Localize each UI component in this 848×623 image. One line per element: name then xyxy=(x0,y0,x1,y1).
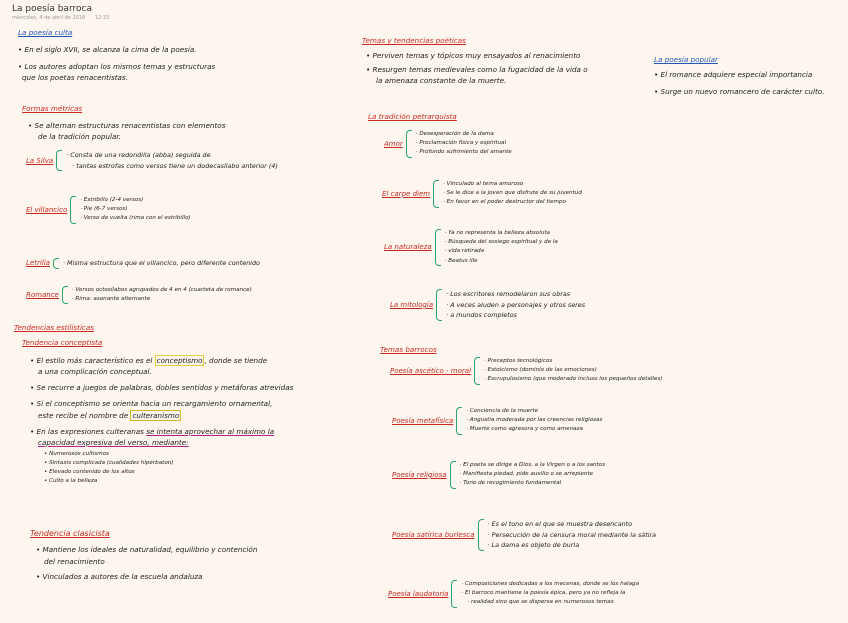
group-villancico xyxy=(26,196,191,224)
brace xyxy=(62,286,68,304)
group-label: La Silva xyxy=(26,156,54,165)
brace xyxy=(56,150,62,171)
brace xyxy=(70,196,76,224)
group-label: Poesía metafísica xyxy=(392,416,454,425)
group-metafisica xyxy=(392,407,602,435)
group-item: · Los escritores remodelaron sus obras xyxy=(446,289,585,300)
heading-tendencias: Tendencias estilísticas xyxy=(14,323,95,332)
group-item: · Beatus ille xyxy=(445,257,558,266)
note-line: que los poetas renacentistas. xyxy=(22,73,128,83)
heading-poesia-culta: La poesía culta xyxy=(18,28,73,37)
group-item: · Misma estructura que el villancico, pero diferente contenido xyxy=(63,258,260,269)
group-items xyxy=(461,580,639,608)
note-line: • El romance adquiere especial importancia xyxy=(654,69,824,80)
group-carpe-diem xyxy=(382,180,582,208)
page-time: 12:33 xyxy=(94,15,110,21)
note-line: • Mantiene los ideales de naturalidad, equilibrio y contención xyxy=(30,544,257,555)
group-items xyxy=(443,180,582,208)
group-item: · Muerte como agresora y como amenaza xyxy=(466,425,602,434)
group-items xyxy=(460,461,606,489)
section-temas-tendencias xyxy=(362,35,588,87)
poesia-culta-notes xyxy=(18,44,215,83)
group-ascetico xyxy=(390,357,662,385)
group-item: · En favor en el poder destructor del tiempo xyxy=(443,198,582,207)
note-line: • Resurgen temas medievales como la fugacidad de la vida o xyxy=(362,64,588,75)
group-item: · Proclamación física y espiritual xyxy=(416,139,512,148)
note-line: • Vinculados a autores de la escuela andaluza xyxy=(30,571,257,582)
group-item: · Persecución de la censura moral mediante la sátira xyxy=(488,530,657,541)
group-item: · Escrupulosismo (que moderado incluso los pequeños detalles) xyxy=(484,375,662,384)
group-item: · Pie (6-7 versos) xyxy=(80,205,190,214)
conceptista-notes xyxy=(30,355,293,486)
group-label: Amor xyxy=(384,139,403,148)
note-line: de la tradición popular. xyxy=(38,132,121,142)
page-title: La poesía barroca xyxy=(12,4,92,14)
group-label: La mitología xyxy=(390,300,434,309)
group-item: · Estoicismo (dominio de las emociones) xyxy=(484,366,662,375)
heading-formas: Formas métricas xyxy=(22,104,83,113)
group-items xyxy=(80,196,190,224)
list-item: • Numerosos cultismos xyxy=(44,450,293,459)
section-poesia-culta xyxy=(18,27,72,38)
group-items xyxy=(63,258,260,269)
group-item: · vida retirada xyxy=(445,247,558,256)
group-item: · Búsqueda del sosiego espiritual y de la xyxy=(445,238,558,247)
subheading-clasicista: Tendencia clasicista xyxy=(30,529,110,538)
group-items xyxy=(445,229,558,266)
note-line xyxy=(30,410,293,421)
group-item: · Verso de vuelta (rima con el estribillo) xyxy=(80,214,190,223)
group-item: · A veces aluden a personajes y otros seres xyxy=(446,300,585,311)
subheading-conceptista: Tendencia conceptista xyxy=(22,338,103,348)
group-item: · Rima: asonante alternante xyxy=(72,295,252,304)
note-line xyxy=(30,355,293,366)
highlight-culteranismo: culteranismo xyxy=(132,410,180,420)
group-amor xyxy=(384,130,512,158)
group-item: · Profundo sufrimiento del amante xyxy=(416,148,512,157)
group-label: Poesía ascético - moral xyxy=(390,366,472,375)
group-item: · Estribillo (2-4 versos) xyxy=(80,196,190,205)
group-items xyxy=(466,407,602,435)
group-label: La naturaleza xyxy=(384,243,432,252)
group-naturaleza xyxy=(384,229,558,266)
group-item: · Ya no representa la belleza absoluta xyxy=(445,229,558,238)
group-item: · La dama es objeto de burla xyxy=(488,540,657,551)
section-formas xyxy=(22,103,225,142)
brace xyxy=(478,519,484,551)
group-label: El villancico xyxy=(26,205,68,214)
group-items xyxy=(484,357,662,385)
brace xyxy=(436,289,442,321)
note-line: del renacimiento xyxy=(44,556,105,566)
group-item: · Manifiesta piedad, pide auxilio o se arrepiente xyxy=(460,470,606,479)
brace xyxy=(53,258,59,269)
group-item: · El poeta se dirige a Dios, a la Virgen o a los santos xyxy=(460,461,606,470)
group-silva xyxy=(26,150,278,171)
note-line xyxy=(30,426,293,437)
group-label: Poesía religiosa xyxy=(392,470,447,479)
list-item: • Elevado contenido de los altos xyxy=(44,468,293,477)
note-text: , donde se tiende xyxy=(204,356,268,365)
group-item: · Vinculado al tema amoroso xyxy=(443,180,582,189)
heading-poesia-popular: La poesía popular xyxy=(654,55,718,64)
section-poesia-popular xyxy=(654,54,824,97)
group-items xyxy=(488,519,657,551)
page-meta xyxy=(12,15,117,21)
note-line: • Si el conceptismo se orienta hacia un recargamiento ornamental, xyxy=(30,398,293,409)
group-item: · Composiciones dedicadas a los mecenas, donde se los halaga xyxy=(461,580,639,589)
note-line: • Surge un nuevo romancero de carácter culto. xyxy=(654,86,824,97)
page-header xyxy=(12,4,117,21)
note-line: capacidad expresiva del verso, mediante: xyxy=(38,437,189,447)
group-item: · Consta de una redondilla (abba) seguida de xyxy=(66,150,278,161)
brace xyxy=(433,180,439,208)
note-line: • Los autores adoptan los mismos temas y estructuras xyxy=(18,61,215,72)
heading-temas-barrocos: Temas barrocos xyxy=(380,345,437,354)
note-line: • En el siglo XVII, se alcanza la cima de la poesía. xyxy=(18,44,215,55)
group-item: · Versos octosílabos agrupados de 4 en 4 (cuarteta de romance) xyxy=(72,286,252,295)
group-religiosa xyxy=(392,461,605,489)
group-item: · Tono de recogimiento fundamental xyxy=(460,479,606,488)
cultismo-list xyxy=(30,450,293,486)
group-label: El carpe diem xyxy=(382,189,431,198)
note-line: • Se alternan estructuras renacentistas con elementos xyxy=(22,120,225,131)
section-temas-barrocos xyxy=(380,344,437,355)
group-item: · El barroco mantiene la poesía épica, pero ya no refleja la xyxy=(461,589,639,598)
group-item: · Angustia moderada por las creencias religiosas xyxy=(466,416,602,425)
group-item: · Desesperación de la dama xyxy=(416,130,512,139)
brace xyxy=(456,407,462,435)
group-label: Letrilla xyxy=(26,259,50,268)
group-item: · Preceptos tecnológicos xyxy=(484,357,662,366)
group-mitologia xyxy=(390,289,585,321)
note-text: En las expresiones culteranas xyxy=(36,426,144,436)
note-line: a una complicación conceptual. xyxy=(38,367,152,377)
note-text: El estilo más característico es el xyxy=(36,356,153,365)
heading-tradicion: La tradición petrarquista xyxy=(368,112,457,121)
section-tendencias xyxy=(14,322,102,348)
brace xyxy=(450,461,456,489)
group-label: Poesía laudatoria xyxy=(388,589,449,598)
group-items xyxy=(416,130,512,158)
underlined-text: se intenta aprovechar al máximo la xyxy=(146,426,275,436)
note-text: este recibe el nombre de xyxy=(38,410,129,420)
brace xyxy=(451,580,457,608)
brace xyxy=(406,130,412,158)
group-label: Poesía satírica burlesca xyxy=(392,530,475,539)
group-laudatoria xyxy=(388,580,639,608)
list-item: • Culto a la belleza xyxy=(44,477,293,486)
group-item: · Es el tono en el que se muestra desencanto xyxy=(488,519,657,530)
group-item: · a mundos completos xyxy=(446,310,585,321)
group-items xyxy=(72,286,252,304)
page-date: miércoles, 4 de abril de 2018 xyxy=(12,15,86,21)
group-satirica xyxy=(392,519,656,551)
group-item: · Se le dice a la joven que disfrute de su juventud xyxy=(443,189,582,198)
group-label: Romance xyxy=(26,291,59,300)
section-tradicion xyxy=(368,111,457,122)
heading-temas-tendencias: Temas y tendencias poéticas xyxy=(362,36,466,45)
highlight-conceptismo: conceptismo xyxy=(156,356,203,365)
brace xyxy=(435,229,441,266)
brace xyxy=(474,357,480,385)
note-line: la amenaza constante de la muerte. xyxy=(376,76,507,86)
group-item: · tantas estrofas como versos tiene un dodecasílabo anterior (4) xyxy=(66,161,278,172)
group-item: · realidad sino que se dispersa en numerosos temas xyxy=(461,598,639,607)
note-line: • Perviven temas y tópicos muy ensayados al renacimiento xyxy=(362,50,588,61)
list-item: • Sintaxis complicada (cualidades hipérbaton) xyxy=(44,459,293,468)
group-items xyxy=(446,289,585,321)
group-item: · Conciencia de la muerte xyxy=(466,407,602,416)
clasicista-notes xyxy=(30,528,257,582)
group-letrilla xyxy=(26,258,260,269)
group-romance xyxy=(26,286,252,304)
group-items xyxy=(66,150,278,171)
note-line: • Se recurre a juegos de palabras, dobles sentidos y metáforas atrevidas xyxy=(30,382,293,393)
